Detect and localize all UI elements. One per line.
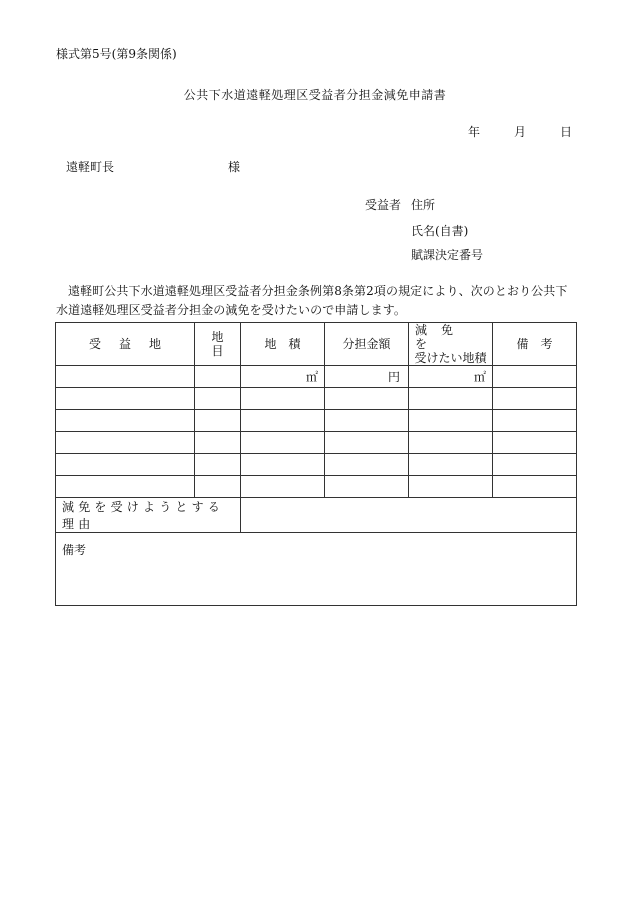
header-reduction-area-line1: 減免を bbox=[415, 323, 468, 351]
table-row bbox=[56, 454, 577, 476]
reduction-area-cell[interactable] bbox=[409, 454, 493, 476]
amount-cell[interactable] bbox=[325, 476, 409, 498]
remarks-cell[interactable] bbox=[493, 476, 577, 498]
land-category-cell[interactable] bbox=[195, 366, 241, 388]
land-category-cell[interactable] bbox=[195, 410, 241, 432]
header-area: 地積 bbox=[241, 323, 325, 366]
day-label: 日 bbox=[560, 125, 573, 139]
header-reduction-area-line2: 受けたい地積 bbox=[414, 351, 487, 365]
reduction-area-cell[interactable] bbox=[409, 388, 493, 410]
table-header-row bbox=[56, 323, 577, 366]
area-cell[interactable] bbox=[241, 432, 325, 454]
reason-row bbox=[56, 498, 577, 533]
reduction-area-cell[interactable] bbox=[409, 432, 493, 454]
amount-cell[interactable] bbox=[325, 454, 409, 476]
application-table bbox=[55, 322, 577, 606]
document-title: 公共下水道遠軽処理区受益者分担金減免申請書 bbox=[183, 88, 447, 102]
reduction-area-unit[interactable]: ㎡ bbox=[409, 366, 493, 388]
land-cell[interactable] bbox=[56, 410, 195, 432]
header-land-category: 地目 bbox=[195, 323, 241, 366]
land-category-cell[interactable] bbox=[195, 454, 241, 476]
reason-cell[interactable] bbox=[241, 498, 577, 533]
form-number: 様式第5号(第9条関係) bbox=[56, 47, 177, 61]
area-cell[interactable] bbox=[241, 454, 325, 476]
amount-cell[interactable] bbox=[325, 432, 409, 454]
area-cell[interactable] bbox=[241, 388, 325, 410]
address-label: 住所 bbox=[411, 198, 436, 212]
reduction-area-cell[interactable] bbox=[409, 476, 493, 498]
assessment-number-label: 賦課決定番号 bbox=[411, 248, 484, 262]
date-line bbox=[468, 123, 572, 140]
remarks-cell[interactable] bbox=[493, 366, 577, 388]
addressee-name: 遠軽町長 bbox=[66, 160, 115, 174]
land-category-cell[interactable] bbox=[195, 432, 241, 454]
table-row bbox=[56, 388, 577, 410]
remarks-label: 備考 bbox=[62, 543, 87, 557]
header-charge-amount: 分担金額 bbox=[325, 323, 409, 366]
land-cell[interactable] bbox=[56, 476, 195, 498]
header-remarks: 備考 bbox=[493, 323, 577, 366]
header-reduction-area bbox=[409, 323, 493, 366]
applicant-label: 受益者 bbox=[365, 198, 402, 212]
addressee bbox=[66, 158, 240, 175]
remarks-cell[interactable] bbox=[493, 388, 577, 410]
land-category-cell[interactable] bbox=[195, 388, 241, 410]
land-cell[interactable] bbox=[56, 454, 195, 476]
year-label: 年 bbox=[468, 125, 481, 139]
area-unit[interactable]: ㎡ bbox=[241, 366, 325, 388]
area-cell[interactable] bbox=[241, 476, 325, 498]
remarks-area[interactable] bbox=[56, 533, 577, 606]
remarks-cell[interactable] bbox=[493, 454, 577, 476]
land-category-cell[interactable] bbox=[195, 476, 241, 498]
month-label: 月 bbox=[514, 125, 527, 139]
land-cell[interactable] bbox=[56, 366, 195, 388]
table-row bbox=[56, 432, 577, 454]
reduction-area-cell[interactable] bbox=[409, 410, 493, 432]
remarks-cell[interactable] bbox=[493, 432, 577, 454]
amount-unit[interactable]: 円 bbox=[325, 366, 409, 388]
amount-cell[interactable] bbox=[325, 410, 409, 432]
land-cell[interactable] bbox=[56, 432, 195, 454]
land-cell[interactable] bbox=[56, 388, 195, 410]
amount-cell[interactable] bbox=[325, 388, 409, 410]
addressee-honorific: 様 bbox=[228, 160, 241, 174]
remarks-cell[interactable] bbox=[493, 410, 577, 432]
remarks-row bbox=[56, 533, 577, 606]
header-land: 受益地 bbox=[56, 323, 195, 366]
table-row bbox=[56, 410, 577, 432]
table-row bbox=[56, 366, 577, 388]
area-cell[interactable] bbox=[241, 410, 325, 432]
name-label: 氏名(自書) bbox=[411, 224, 469, 238]
body-text: 遠軽町公共下水道遠軽処理区受益者分担金条例第8条第2項の規定により、次のとおり公共下水道遠軽処理区受益者分担金の減免を受けたいので申請します。 bbox=[56, 284, 568, 317]
reason-label: 減免を受けようとする理由 bbox=[56, 498, 241, 533]
table-row bbox=[56, 476, 577, 498]
